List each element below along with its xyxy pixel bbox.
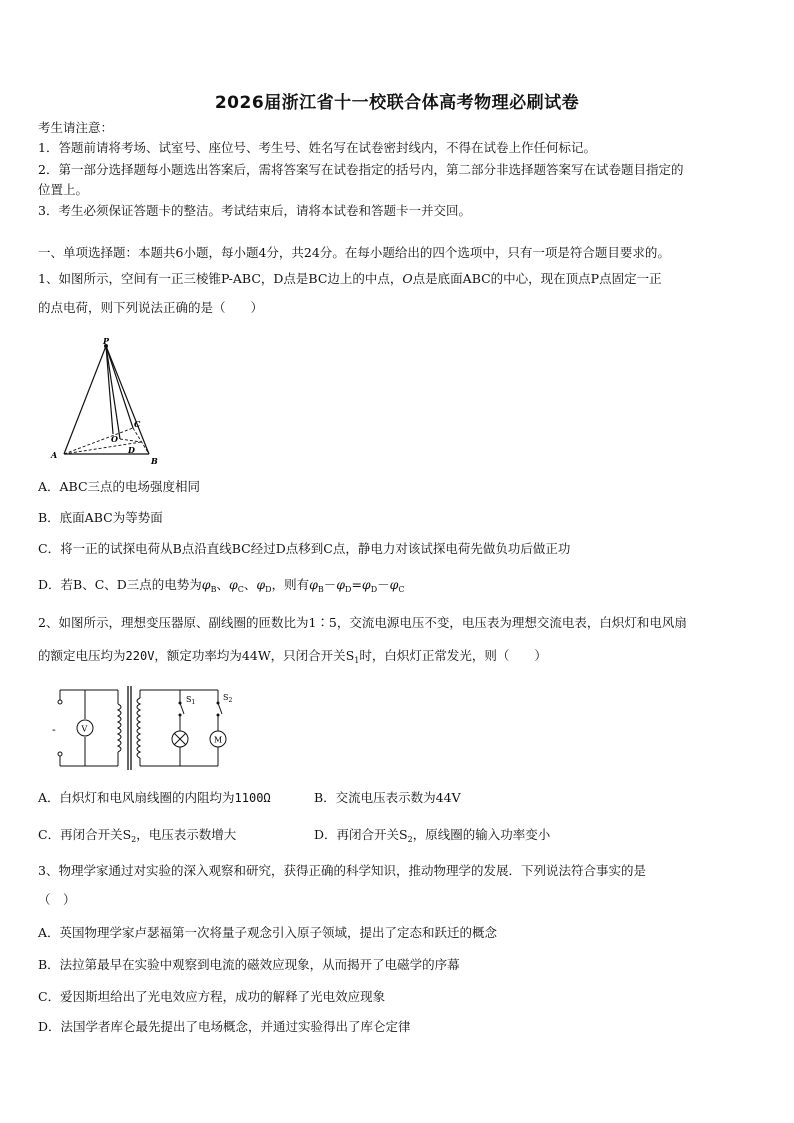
notice-item-2: 2．第一部分选择题每小题选出答案后，需将答案写在试卷指定的括号内，第二部分非选择题答案写在试卷题目指定的: [38, 162, 684, 177]
sub-d: D: [265, 585, 272, 594]
source-minus-label: -: [52, 723, 56, 736]
q3-option-b: B．法拉第最早在实验中观察到电流的磁效应现象，从而揭开了电磁学的序幕: [38, 957, 460, 972]
phi-symbol: φ: [228, 577, 238, 592]
q2-option-d-text: D．再闭合开关: [314, 827, 400, 842]
q2-stem: 2、如图所示，理想变压器原、副线圈的匝数比为1∶5，交流电源电压不变，电压表为理想交流电表，白炽灯和电风扇: [38, 615, 687, 630]
notice-item-2-cont: 位置上。: [38, 182, 89, 197]
sub-1: 1: [354, 656, 360, 665]
q1-option-a: A．ABC三点的电场强度相同: [38, 479, 201, 494]
q2-option-a: [38, 790, 271, 805]
phi-symbol: φ: [201, 577, 211, 592]
voltmeter-label: V: [81, 724, 88, 734]
label-p: P: [103, 336, 110, 346]
notice-item-3: 3．考生必须保证答题卡的整洁。考试结束后，请将本试卷和答题卡一并交回。: [38, 203, 471, 218]
q1-stem: [38, 269, 760, 289]
q2-option-c-text: C．再闭合开关: [38, 827, 123, 842]
sub-c: C: [398, 585, 405, 594]
q3-stem: 3、物理学家通过对实验的深入观察和研究，获得正确的科学知识，推动物理学的发展．下列说法符合事实的是: [38, 863, 646, 878]
rated-voltage: 220V: [125, 649, 155, 663]
sub-d: D: [345, 585, 352, 594]
q2-options-row-2: [38, 825, 760, 850]
switch-s2-label: $S_2$: [223, 693, 233, 704]
phi-symbol: φ: [336, 577, 346, 592]
q2-option-b: B．交流电压表示数为44V: [314, 790, 461, 805]
notice-heading: 考生请注意：: [38, 120, 114, 135]
q1-option-c: C．将一正的试探电荷从B点沿直线BC经过D点移到C点，静电力对该试探电荷先做负功后做正功: [38, 541, 571, 556]
q2-option-d: [314, 825, 550, 850]
minus-sign: －: [377, 577, 390, 592]
switch-s: S: [399, 827, 408, 842]
q2-option-a-text: A．白炽灯和电风扇线圈的内阻均为: [38, 790, 235, 805]
separator: 、: [243, 577, 257, 592]
q2-option-d-rest: ，原线圈的输入功率变小: [412, 827, 551, 842]
q3-option-c: C．爱因斯坦给出了光电效应方程，成功的解释了光电效应现象: [38, 989, 386, 1004]
phi-symbol: φ: [309, 577, 318, 592]
phi-symbol: φ: [256, 577, 266, 592]
sub-d: D: [370, 585, 378, 594]
switch-s: S: [122, 827, 132, 842]
pyramid-figure: [45, 336, 175, 468]
phi-symbol: φ: [361, 577, 371, 592]
q1-option-b: B．底面ABC为等势面: [38, 510, 163, 525]
label-c: C: [134, 419, 141, 429]
sub-2: 2: [131, 835, 137, 844]
q1-option-d-mid: ，则有: [271, 577, 310, 592]
notice-item-1: 1．答题前请将考场、试室号、座位号、考生号、姓名写在试卷密封线内，不得在试卷上作任何标记。: [38, 140, 596, 155]
q2-stem-text: 的额定电压均为: [38, 648, 126, 663]
q2-stem-cont: [38, 646, 760, 671]
q2-options-row-1: [38, 788, 760, 808]
q2-stem-post: 时，白炽灯正常发光，则（ ）: [359, 648, 547, 663]
sub-c: C: [237, 585, 244, 594]
resistance-value: 1100Ω: [234, 791, 271, 805]
sub-b: B: [210, 585, 217, 594]
q1-option-d-text: D．若B、C、D三点的电势为: [38, 577, 202, 592]
minus-sign: －: [323, 577, 337, 592]
q3-stem-cont: （ ）: [38, 892, 76, 907]
sub-b: B: [317, 585, 324, 594]
equals-sign: =: [351, 577, 362, 592]
transformer-circuit-figure: [40, 684, 233, 772]
label-b: B: [151, 456, 158, 466]
q1-stem-text: 1、如图所示，空间有一正三棱锥P-ABC，D点是BC边上的中点，: [38, 271, 403, 286]
switch-s: S: [345, 648, 355, 663]
label-a: A: [51, 450, 58, 460]
q2-option-c: [38, 827, 236, 842]
separator: 、: [216, 577, 229, 592]
exam-title: 2026届浙江省十一校联合体高考物理必刷试卷: [214, 93, 580, 113]
motor-label: M: [214, 735, 223, 745]
label-o: O: [111, 434, 118, 444]
q1-option-d: [38, 575, 760, 600]
q2-option-c-rest: ，电压表示数增大: [136, 827, 237, 842]
q1-stem-o: O: [402, 271, 413, 286]
sub-2: 2: [407, 835, 413, 844]
section-heading: 一、单项选择题：本题共6小题，每小题4分，共24分。在每小题给出的四个选项中，只有一项是符合题目要求的。: [38, 245, 670, 260]
q3-option-a: A．英国物理学家卢瑟福第一次将量子观念引入原子领域，提出了定态和跃迁的概念: [38, 925, 498, 940]
q1-stem-cont: 的点电荷，则下列说法正确的是（ ）: [38, 300, 264, 315]
label-d: D: [128, 445, 135, 455]
q2-stem-mid: ，额定功率均为44W，只闭合开关: [154, 648, 346, 663]
switch-s1-label: $S_1$: [186, 695, 196, 706]
q1-stem-text-rest: 点是底面ABC的中心，现在顶点P点固定一正: [412, 271, 662, 286]
phi-symbol: φ: [389, 577, 399, 592]
q3-option-d: D．法国学者库仑最先提出了电场概念，并通过实验得出了库仑定律: [38, 1019, 411, 1034]
